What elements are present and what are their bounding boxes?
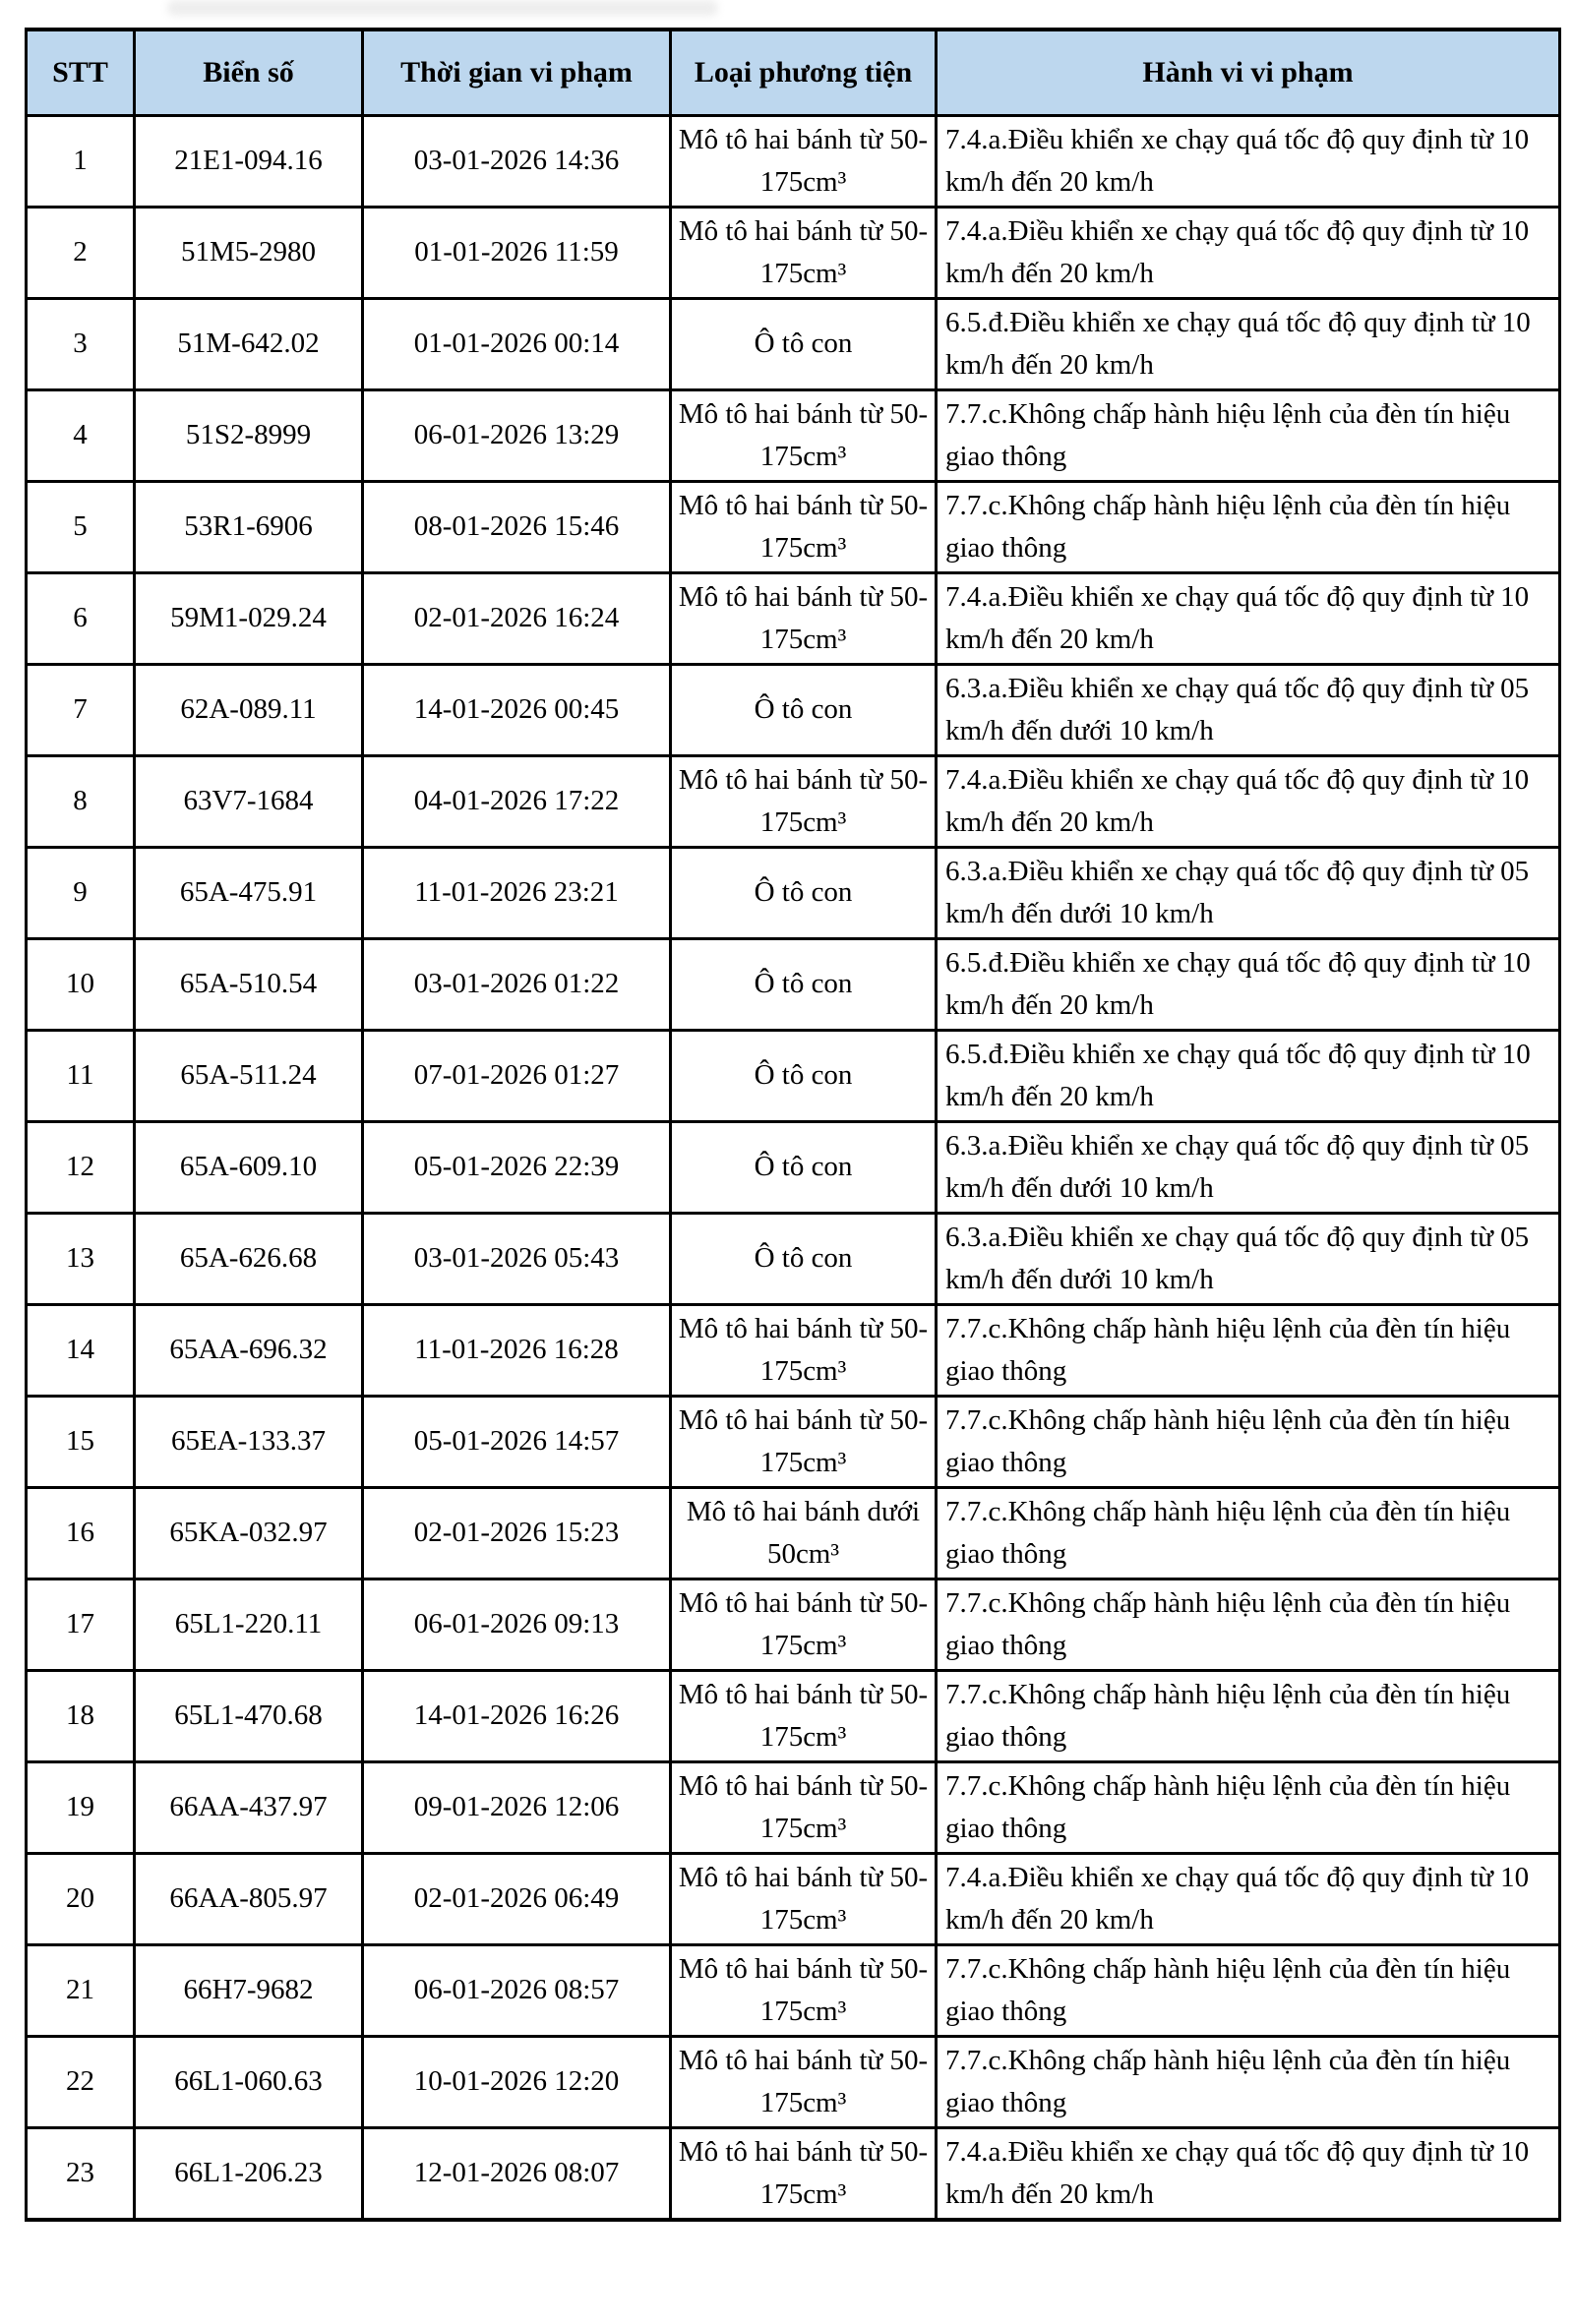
vehicle-type-cell: Mô tô hai bánh từ 50-175cm³ — [671, 2128, 937, 2221]
table-row — [27, 1945, 1560, 2037]
license-plate-cell: 53R1-6906 — [135, 482, 363, 573]
row-index-cell: 1 — [27, 116, 135, 208]
violations-table — [25, 28, 1561, 2222]
table-row — [27, 939, 1560, 1031]
violation-time-cell: 11-01-2026 16:28 — [363, 1305, 671, 1397]
table-row — [27, 1762, 1560, 1854]
vehicle-type-cell: Mô tô hai bánh từ 50-175cm³ — [671, 1945, 937, 2037]
vehicle-type-cell: Mô tô hai bánh từ 50-175cm³ — [671, 1305, 937, 1397]
violation-time-cell: 05-01-2026 22:39 — [363, 1122, 671, 1214]
vehicle-type-cell: Ô tô con — [671, 665, 937, 756]
vehicle-type-cell: Ô tô con — [671, 848, 937, 939]
violation-text-cell: 7.4.a.Điều khiển xe chạy quá tốc độ quy định từ 10 km/h đến 20 km/h — [937, 573, 1560, 665]
violation-text-cell: 7.7.c.Không chấp hành hiệu lệnh của đèn tín hiệu giao thông — [937, 1579, 1560, 1671]
violation-text-cell: 7.7.c.Không chấp hành hiệu lệnh của đèn tín hiệu giao thông — [937, 390, 1560, 482]
vehicle-type-cell: Mô tô hai bánh từ 50-175cm³ — [671, 1762, 937, 1854]
row-index-cell: 7 — [27, 665, 135, 756]
table-row — [27, 390, 1560, 482]
violation-text-cell: 7.7.c.Không chấp hành hiệu lệnh của đèn tín hiệu giao thông — [937, 1762, 1560, 1854]
violation-time-cell: 08-01-2026 15:46 — [363, 482, 671, 573]
table-row — [27, 1214, 1560, 1305]
license-plate-cell: 66AA-805.97 — [135, 1854, 363, 1945]
col-header-plate: Biển số — [135, 30, 363, 116]
row-index-cell: 23 — [27, 2128, 135, 2221]
violation-time-cell: 11-01-2026 23:21 — [363, 848, 671, 939]
col-header-violation: Hành vi vi phạm — [937, 30, 1560, 116]
violation-text-cell: 7.7.c.Không chấp hành hiệu lệnh của đèn tín hiệu giao thông — [937, 1397, 1560, 1488]
vehicle-type-cell: Mô tô hai bánh từ 50-175cm³ — [671, 756, 937, 848]
table-row — [27, 116, 1560, 208]
table-row — [27, 665, 1560, 756]
row-index-cell: 8 — [27, 756, 135, 848]
license-plate-cell: 65A-511.24 — [135, 1031, 363, 1122]
violation-time-cell: 10-01-2026 12:20 — [363, 2037, 671, 2128]
violation-time-cell: 05-01-2026 14:57 — [363, 1397, 671, 1488]
table-row — [27, 756, 1560, 848]
violation-time-cell: 14-01-2026 00:45 — [363, 665, 671, 756]
violation-text-cell: 7.7.c.Không chấp hành hiệu lệnh của đèn tín hiệu giao thông — [937, 1488, 1560, 1579]
table-row — [27, 299, 1560, 390]
license-plate-cell: 66L1-206.23 — [135, 2128, 363, 2221]
row-index-cell: 11 — [27, 1031, 135, 1122]
violation-text-cell: 7.7.c.Không chấp hành hiệu lệnh của đèn tín hiệu giao thông — [937, 1305, 1560, 1397]
violation-text-cell: 6.5.đ.Điều khiển xe chạy quá tốc độ quy định từ 10 km/h đến 20 km/h — [937, 299, 1560, 390]
table-row — [27, 1671, 1560, 1762]
license-plate-cell: 65L1-470.68 — [135, 1671, 363, 1762]
violation-time-cell: 09-01-2026 12:06 — [363, 1762, 671, 1854]
vehicle-type-cell: Ô tô con — [671, 1214, 937, 1305]
vehicle-type-cell: Ô tô con — [671, 939, 937, 1031]
row-index-cell: 10 — [27, 939, 135, 1031]
table-row — [27, 848, 1560, 939]
vehicle-type-cell: Ô tô con — [671, 1122, 937, 1214]
violation-time-cell: 01-01-2026 11:59 — [363, 208, 671, 299]
violation-time-cell: 12-01-2026 08:07 — [363, 2128, 671, 2221]
row-index-cell: 4 — [27, 390, 135, 482]
violation-time-cell: 01-01-2026 00:14 — [363, 299, 671, 390]
table-row — [27, 1122, 1560, 1214]
row-index-cell: 13 — [27, 1214, 135, 1305]
violation-time-cell: 06-01-2026 13:29 — [363, 390, 671, 482]
license-plate-cell: 62A-089.11 — [135, 665, 363, 756]
vehicle-type-cell: Mô tô hai bánh từ 50-175cm³ — [671, 1397, 937, 1488]
violation-time-cell: 14-01-2026 16:26 — [363, 1671, 671, 1762]
row-index-cell: 21 — [27, 1945, 135, 2037]
violation-time-cell: 02-01-2026 15:23 — [363, 1488, 671, 1579]
table-row — [27, 2128, 1560, 2221]
violation-text-cell: 6.3.a.Điều khiển xe chạy quá tốc độ quy định từ 05 km/h đến dưới 10 km/h — [937, 1214, 1560, 1305]
vehicle-type-cell: Mô tô hai bánh từ 50-175cm³ — [671, 2037, 937, 2128]
violation-text-cell: 7.7.c.Không chấp hành hiệu lệnh của đèn tín hiệu giao thông — [937, 482, 1560, 573]
license-plate-cell: 65EA-133.37 — [135, 1397, 363, 1488]
table-row — [27, 1488, 1560, 1579]
row-index-cell: 5 — [27, 482, 135, 573]
violation-text-cell: 6.3.a.Điều khiển xe chạy quá tốc độ quy định từ 05 km/h đến dưới 10 km/h — [937, 665, 1560, 756]
violation-text-cell: 7.4.a.Điều khiển xe chạy quá tốc độ quy định từ 10 km/h đến 20 km/h — [937, 1854, 1560, 1945]
license-plate-cell: 51M5-2980 — [135, 208, 363, 299]
row-index-cell: 15 — [27, 1397, 135, 1488]
header-row — [27, 30, 1560, 116]
row-index-cell: 12 — [27, 1122, 135, 1214]
violation-text-cell: 7.4.a.Điều khiển xe chạy quá tốc độ quy định từ 10 km/h đến 20 km/h — [937, 208, 1560, 299]
license-plate-cell: 63V7-1684 — [135, 756, 363, 848]
row-index-cell: 22 — [27, 2037, 135, 2128]
vehicle-type-cell: Mô tô hai bánh từ 50-175cm³ — [671, 1579, 937, 1671]
violation-text-cell: 6.5.đ.Điều khiển xe chạy quá tốc độ quy định từ 10 km/h đến 20 km/h — [937, 939, 1560, 1031]
violation-text-cell: 7.7.c.Không chấp hành hiệu lệnh của đèn tín hiệu giao thông — [937, 1671, 1560, 1762]
row-index-cell: 20 — [27, 1854, 135, 1945]
violation-time-cell: 03-01-2026 05:43 — [363, 1214, 671, 1305]
vehicle-type-cell: Mô tô hai bánh từ 50-175cm³ — [671, 208, 937, 299]
table-row — [27, 208, 1560, 299]
license-plate-cell: 65A-475.91 — [135, 848, 363, 939]
table-header — [27, 30, 1560, 116]
col-header-time: Thời gian vi phạm — [363, 30, 671, 116]
row-index-cell: 19 — [27, 1762, 135, 1854]
violation-text-cell: 7.4.a.Điều khiển xe chạy quá tốc độ quy định từ 10 km/h đến 20 km/h — [937, 2128, 1560, 2221]
table-body — [27, 116, 1560, 2221]
row-index-cell: 2 — [27, 208, 135, 299]
vehicle-type-cell: Mô tô hai bánh dưới 50cm³ — [671, 1488, 937, 1579]
violation-time-cell: 02-01-2026 06:49 — [363, 1854, 671, 1945]
vehicle-type-cell: Ô tô con — [671, 1031, 937, 1122]
license-plate-cell: 65A-609.10 — [135, 1122, 363, 1214]
license-plate-cell: 65L1-220.11 — [135, 1579, 363, 1671]
col-header-vehicle: Loại phương tiện — [671, 30, 937, 116]
row-index-cell: 6 — [27, 573, 135, 665]
row-index-cell: 18 — [27, 1671, 135, 1762]
violation-time-cell: 02-01-2026 16:24 — [363, 573, 671, 665]
license-plate-cell: 65A-510.54 — [135, 939, 363, 1031]
violation-time-cell: 07-01-2026 01:27 — [363, 1031, 671, 1122]
violation-text-cell: 6.3.a.Điều khiển xe chạy quá tốc độ quy định từ 05 km/h đến dưới 10 km/h — [937, 1122, 1560, 1214]
vehicle-type-cell: Mô tô hai bánh từ 50-175cm³ — [671, 1854, 937, 1945]
license-plate-cell: 51S2-8999 — [135, 390, 363, 482]
violation-text-cell: 7.7.c.Không chấp hành hiệu lệnh của đèn tín hiệu giao thông — [937, 2037, 1560, 2128]
scan-artifact — [167, 0, 718, 16]
violation-time-cell: 03-01-2026 14:36 — [363, 116, 671, 208]
license-plate-cell: 66AA-437.97 — [135, 1762, 363, 1854]
violation-time-cell: 03-01-2026 01:22 — [363, 939, 671, 1031]
violation-text-cell: 6.3.a.Điều khiển xe chạy quá tốc độ quy định từ 05 km/h đến dưới 10 km/h — [937, 848, 1560, 939]
row-index-cell: 3 — [27, 299, 135, 390]
violation-time-cell: 04-01-2026 17:22 — [363, 756, 671, 848]
violation-text-cell: 7.4.a.Điều khiển xe chạy quá tốc độ quy định từ 10 km/h đến 20 km/h — [937, 116, 1560, 208]
col-header-stt: STT — [27, 30, 135, 116]
violation-time-cell: 06-01-2026 09:13 — [363, 1579, 671, 1671]
table-row — [27, 573, 1560, 665]
table-row — [27, 482, 1560, 573]
license-plate-cell: 65AA-696.32 — [135, 1305, 363, 1397]
violation-text-cell: 6.5.đ.Điều khiển xe chạy quá tốc độ quy định từ 10 km/h đến 20 km/h — [937, 1031, 1560, 1122]
vehicle-type-cell: Mô tô hai bánh từ 50-175cm³ — [671, 390, 937, 482]
violation-text-cell: 7.4.a.Điều khiển xe chạy quá tốc độ quy định từ 10 km/h đến 20 km/h — [937, 756, 1560, 848]
license-plate-cell: 59M1-029.24 — [135, 573, 363, 665]
license-plate-cell: 65KA-032.97 — [135, 1488, 363, 1579]
violation-text-cell: 7.7.c.Không chấp hành hiệu lệnh của đèn tín hiệu giao thông — [937, 1945, 1560, 2037]
row-index-cell: 9 — [27, 848, 135, 939]
table-row — [27, 1305, 1560, 1397]
license-plate-cell: 66H7-9682 — [135, 1945, 363, 2037]
vehicle-type-cell: Mô tô hai bánh từ 50-175cm³ — [671, 573, 937, 665]
table-row — [27, 1854, 1560, 1945]
license-plate-cell: 65A-626.68 — [135, 1214, 363, 1305]
license-plate-cell: 21E1-094.16 — [135, 116, 363, 208]
vehicle-type-cell: Mô tô hai bánh từ 50-175cm³ — [671, 482, 937, 573]
table-row — [27, 1579, 1560, 1671]
table-row — [27, 1031, 1560, 1122]
table-row — [27, 2037, 1560, 2128]
row-index-cell: 14 — [27, 1305, 135, 1397]
vehicle-type-cell: Mô tô hai bánh từ 50-175cm³ — [671, 1671, 937, 1762]
vehicle-type-cell: Mô tô hai bánh từ 50-175cm³ — [671, 116, 937, 208]
table-row — [27, 1397, 1560, 1488]
license-plate-cell: 66L1-060.63 — [135, 2037, 363, 2128]
row-index-cell: 17 — [27, 1579, 135, 1671]
violation-time-cell: 06-01-2026 08:57 — [363, 1945, 671, 2037]
row-index-cell: 16 — [27, 1488, 135, 1579]
license-plate-cell: 51M-642.02 — [135, 299, 363, 390]
vehicle-type-cell: Ô tô con — [671, 299, 937, 390]
